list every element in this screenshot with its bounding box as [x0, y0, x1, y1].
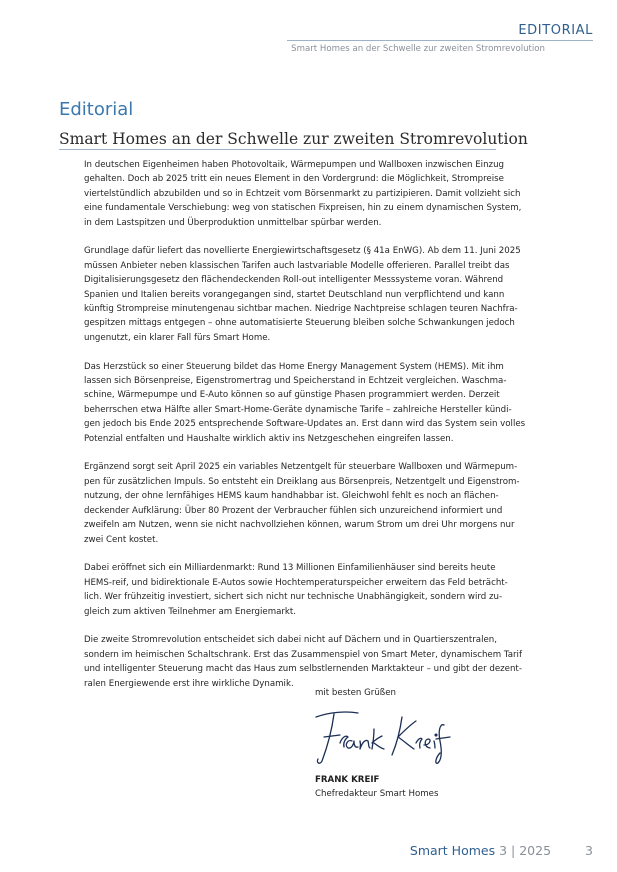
paragraph-line: zweifeln am Nutzen, wenn sie nicht nachvollziehen können, warum Strom um drei Uhr morgens nur: [84, 520, 515, 531]
paragraph-line: lassen sich Börsenpreise, Eigenstromertrag und Speicherstand in Echtzeit vergleichen. Waschma-: [84, 376, 507, 387]
running-header-label: EDITORIAL: [518, 23, 593, 38]
paragraph-line: gespitzen mittags entgegen – ohne automatisierte Steuerung bleiben solche Schwankungen jedoch: [84, 318, 515, 329]
body-paragraph: [84, 561, 508, 619]
paragraph-line: eine fundamentale Verschiebung: weg von statischen Fixpreisen, hin zu einem dynamischen System,: [84, 203, 522, 214]
paragraph-line: lich. Wer frühzeitig investiert, sichert sich nicht nur technische Unabhängigkeit, sondern wird zu-: [84, 592, 503, 603]
paragraph-line: viertelstündlich abzubilden und so in Echtzeit vom Börsenmarkt zu partizipieren. Damit vollzieht sich: [84, 188, 521, 199]
article-body: [84, 158, 526, 705]
paragraph-line: pen für zusätzlichen Impuls. So entsteht ein Dreiklang aus Börsenpreis, Netzentgelt und Eigenstrom-: [84, 476, 520, 487]
page-number: 3: [585, 843, 593, 858]
paragraph-line: künftig Strompreise minutengenau sichtbar machen. Niedrige Nachtpreise schlagen teuren Nachfra-: [84, 304, 518, 315]
article-kicker: Editorial: [59, 99, 134, 120]
title-rule: [59, 149, 496, 150]
footer-issue: 3 | 2025: [499, 843, 552, 858]
paragraph-line: gleich zum aktiven Teilnehmer am Energiemarkt.: [84, 606, 297, 617]
body-paragraph: [84, 158, 522, 230]
paragraph-line: Ergänzend sorgt seit April 2025 ein variables Netzentgelt für steuerbare Wallboxen und Wärmepum-: [84, 462, 518, 473]
paragraph-line: Grundlage dafür liefert das novellierte Energiewirtschaftsgesetz (§ 41a EnWG). Ab dem 11. Juni 2025: [84, 246, 521, 257]
paragraph-line: Die zweite Stromrevolution entscheidet sich dabei nicht auf Dächern und in Quartierszentralen,: [84, 635, 498, 646]
closing-greeting: mit besten Grüßen: [315, 688, 396, 698]
body-paragraph: [84, 244, 521, 345]
running-header-subtitle: Smart Homes an der Schwelle zur zweiten Stromrevolution: [291, 44, 545, 54]
body-paragraph: [84, 360, 526, 446]
page-footer: [410, 840, 593, 859]
paragraph-line: müssen Anbieter neben klassischen Tarifen auch lastvariable Modelle offerieren. Parallel treibt das: [84, 260, 510, 271]
paragraph-line: ralen Energiewende erst ihre wirkliche Dynamik.: [84, 678, 294, 689]
running-header-rule: [287, 40, 593, 41]
signatory-name: FRANK KREIF: [315, 775, 380, 785]
paragraph-line: Potenzial entfalten und Haushalte wirklich aktiv ins Netzgeschehen eingreifen lassen.: [84, 433, 454, 444]
paragraph-line: sondern im heimischen Schaltschrank. Erst das Zusammenspiel von Smart Meter, dynamischem Tarif: [84, 649, 522, 660]
paragraph-line: gen jedoch bis Ende 2025 entsprechende Software-Updates an. Erst dann wird das System sein volles: [84, 419, 526, 430]
paragraph-line: Das Herzstück so einer Steuerung bildet das Home Energy Management System (HEMS). Mit ihm: [84, 361, 504, 372]
paragraph-line: HEMS-reif, und bidirektionale E-Autos sowie Hochtemperaturspeicher erweitern das Feld beträcht-: [84, 577, 508, 588]
body-paragraph: [84, 460, 520, 546]
paragraph-line: beherrschen etwa Hälfte aller Smart-Home-Geräte dynamische Tarife – zahlreiche Hersteller kündi-: [84, 404, 512, 415]
paragraph-line: gehalten. Doch ab 2025 tritt ein neues Element in den Vordergrund: die Möglichkeit, Strompreise: [84, 174, 504, 185]
body-paragraph: [84, 633, 522, 691]
paragraph-line: In deutschen Eigenheimen haben Photovoltaik, Wärmepumpen und Wallboxen inzwischen Einzug: [84, 160, 505, 170]
article-title: Smart Homes an der Schwelle zur zweiten Stromrevolution: [59, 130, 528, 148]
handwritten-signature: [312, 703, 454, 771]
signatory-role: Chefredakteur Smart Homes: [315, 789, 439, 799]
paragraph-line: Digitalisierungsgesetz den flächendeckenden Roll-out intelligenter Messsysteme voran. Während: [84, 275, 504, 286]
paragraph-line: und intelligenter Steuerung macht das Haus zum selbstlernenden Marktakteur – und gibt der dezent-: [84, 664, 522, 675]
footer-brand: Smart Homes: [409, 843, 496, 858]
paragraph-line: schine, Wärmepumpe und E-Auto können so auf günstige Phasen programmiert werden. Derzeit: [84, 390, 500, 401]
paragraph-line: Spanien und Italien bereits vorangegangen sind, startet Deutschland nun verpflichtend und kann: [84, 289, 505, 300]
paragraph-line: deckender Aufklärung: Über 80 Prozent der Verbraucher fühlen sich unzureichend informiert und: [84, 505, 503, 516]
paragraph-line: zwei Cent kostet.: [84, 534, 159, 545]
paragraph-line: Dabei eröffnet sich ein Milliardenmarkt: Rund 13 Millionen Einfamilienhäuser sind bereits heute: [84, 563, 496, 574]
paragraph-line: in dem Lastspitzen und Überproduktion unmittelbar spürbar werden.: [84, 217, 382, 228]
paragraph-line: nutzung, der ohne lernfähiges HEMS kaum handhabbar ist. Gleichwohl fehlt es noch an flächen-: [84, 491, 499, 502]
paragraph-line: ungenutzt, ein klarer Fall fürs Smart Home.: [84, 332, 271, 343]
